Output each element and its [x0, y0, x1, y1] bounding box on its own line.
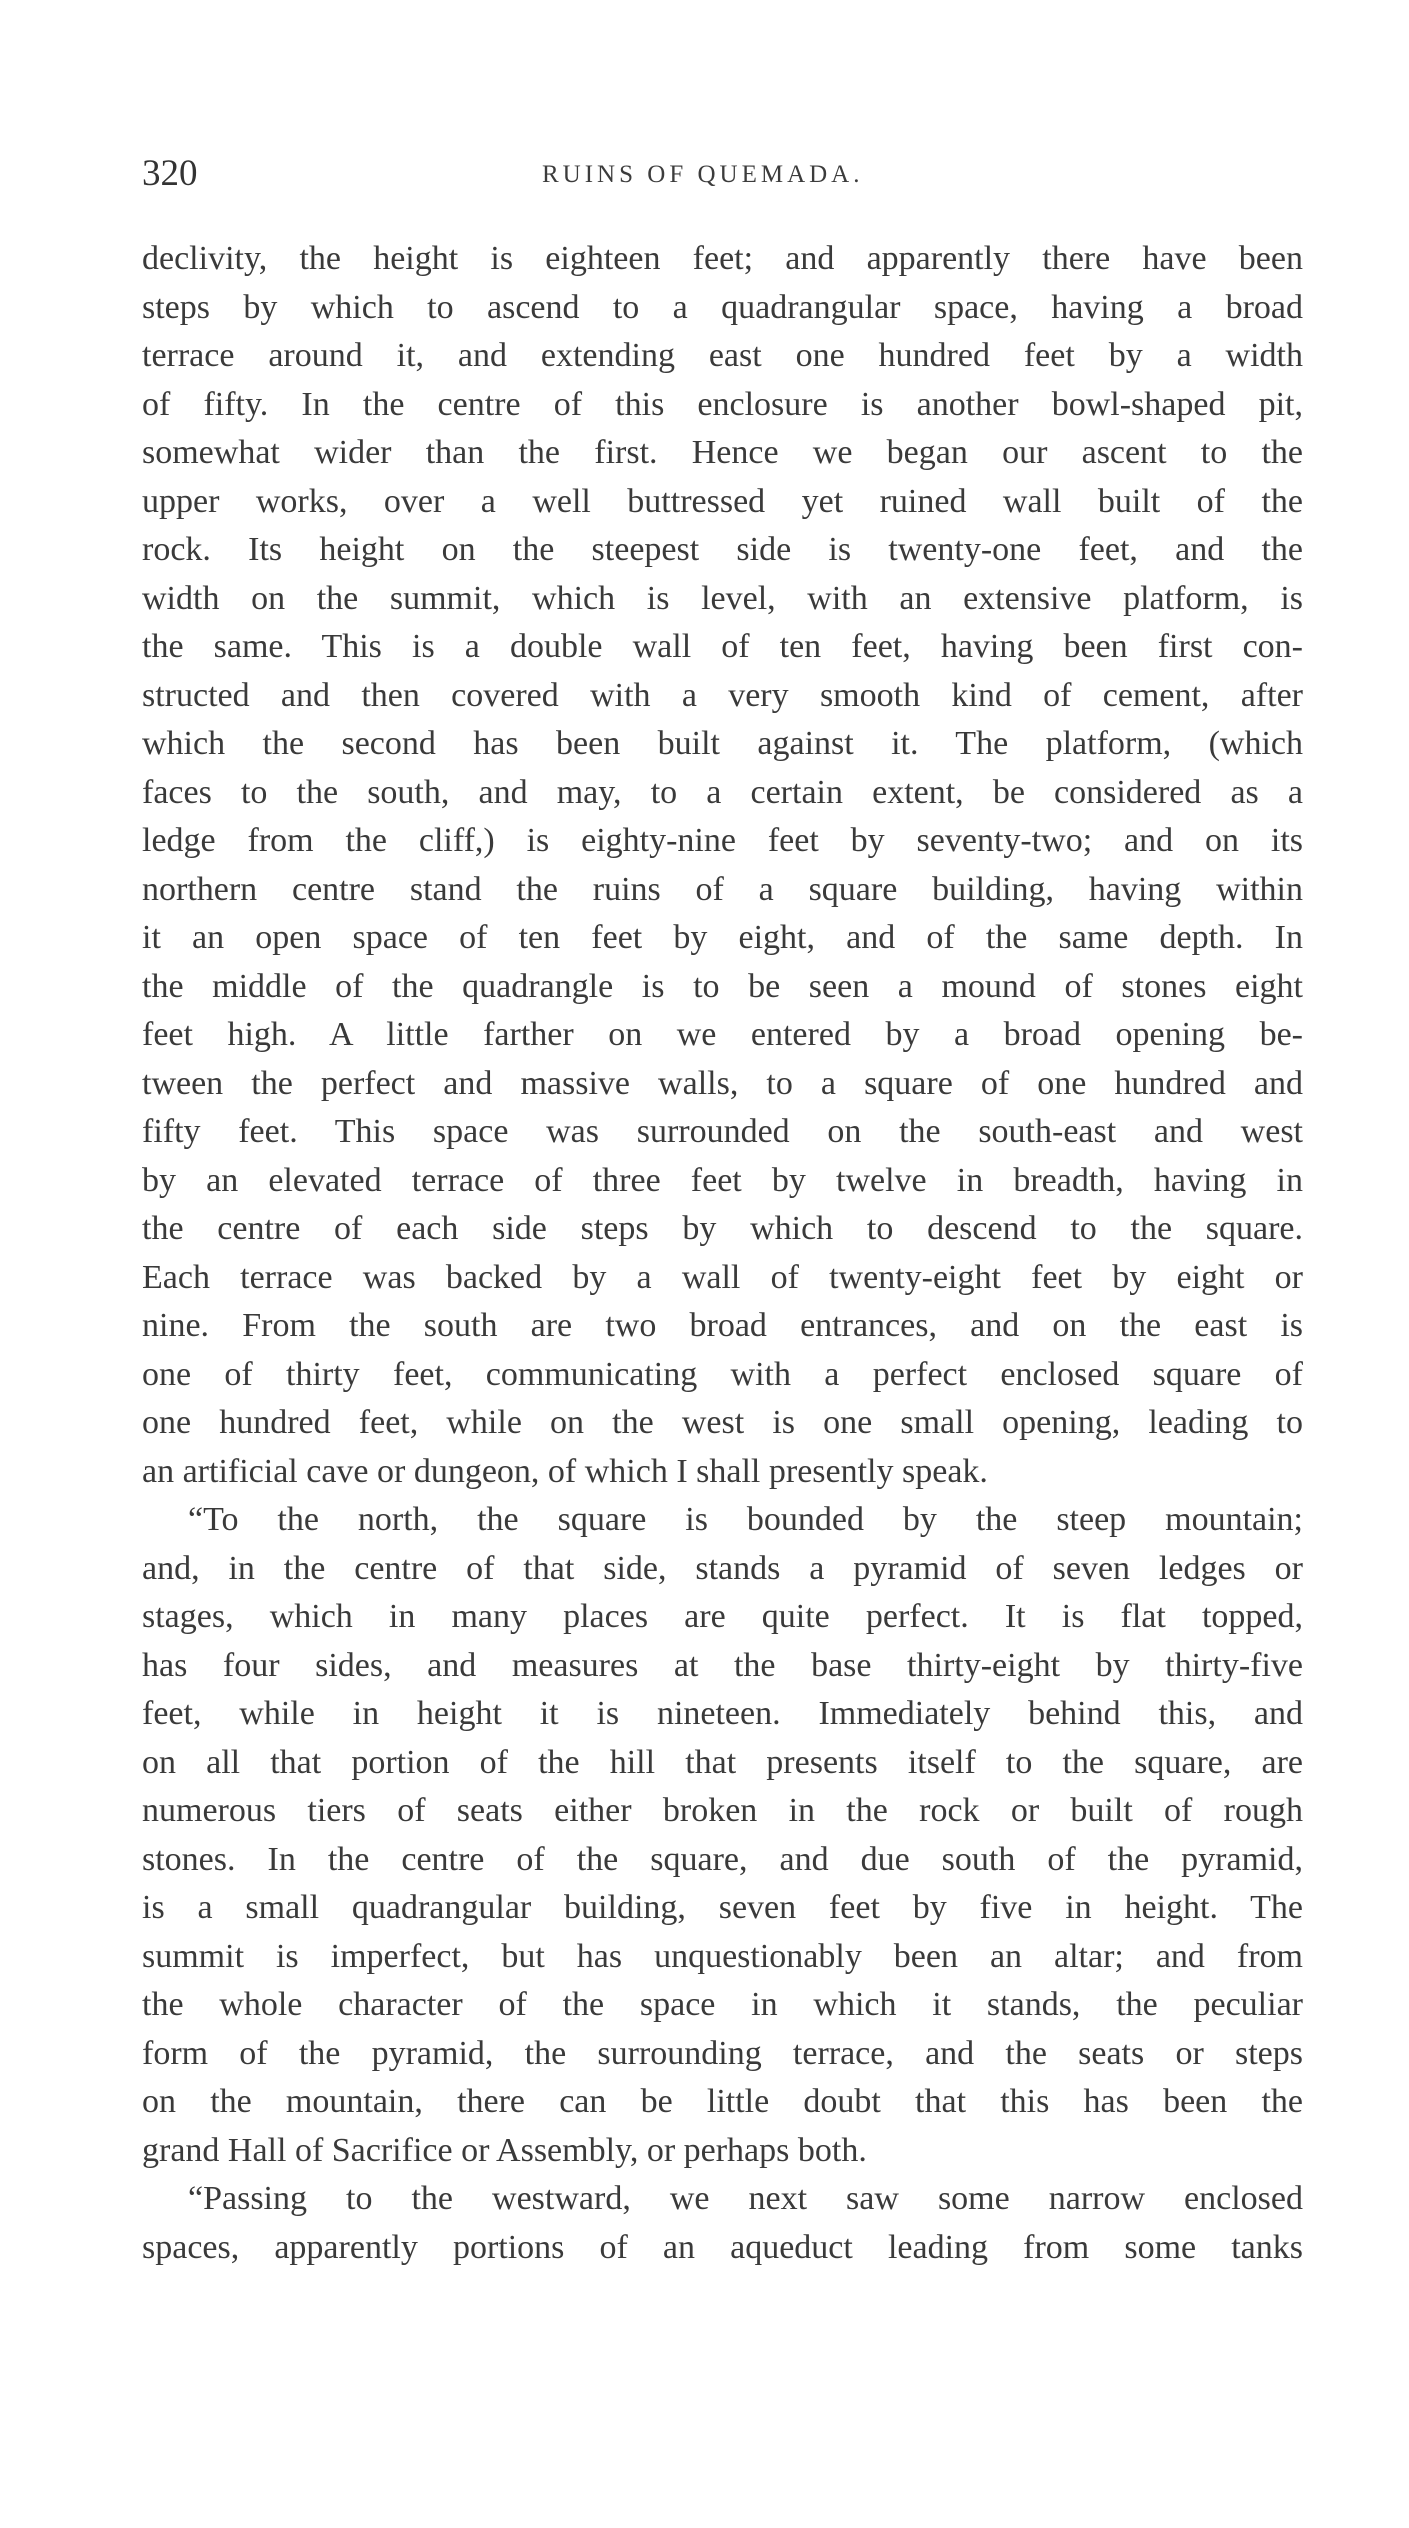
- text-line: width on the summit, which is level, with an extensive platform, is: [142, 579, 1303, 617]
- text-line: stages, which in many places are quite perfect. It is flat topped,: [142, 1598, 1303, 1635]
- text-line: tween the perfect and massive walls, to a square of one hundred and: [142, 1064, 1303, 1102]
- text-line: nine. From the south are two broad entrances, and on the east is: [142, 1307, 1303, 1344]
- running-head: [142, 152, 1303, 202]
- text-line: spaces, apparently portions of an aqueduct leading from some tanks: [142, 2228, 1303, 2266]
- text-line: one hundred feet, while on the west is one small opening, leading to: [142, 1404, 1303, 1441]
- text-line: it an open space of ten feet by eight, and of the same depth. In: [142, 919, 1303, 956]
- text-line: rock. Its height on the steepest side is twenty-one feet, and the: [142, 531, 1303, 568]
- text-line: steps by which to ascend to a quadrangular space, having a broad: [142, 288, 1303, 326]
- text-line: and, in the centre of that side, stands a pyramid of seven ledges or: [142, 1549, 1303, 1587]
- text-line: Each terrace was backed by a wall of twenty-eight feet by eight or: [142, 1258, 1303, 1296]
- text-line: feet high. A little farther on we entered by a broad opening be-: [142, 1016, 1303, 1053]
- text-line: ledge from the cliff,) is eighty-nine feet by seventy-two; and on its: [142, 822, 1303, 859]
- page-number: 320: [142, 153, 198, 194]
- body-text: [142, 235, 1303, 2272]
- text-line: of fifty. In the centre of this enclosure is another bowl-shaped pit,: [142, 385, 1303, 423]
- text-line: by an elevated terrace of three feet by twelve in breadth, having in: [142, 1161, 1303, 1199]
- text-line: one of thirty feet, communicating with a perfect enclosed square of: [142, 1355, 1303, 1393]
- text-line: is a small quadrangular building, seven feet by five in height. The: [142, 1889, 1303, 1926]
- text-line: “Passing to the westward, we next saw some narrow enclosed: [188, 2180, 1303, 2217]
- text-line: has four sides, and measures at the base thirty-eight by thirty-five: [142, 1646, 1303, 1684]
- text-line: on the mountain, there can be little doubt that this has been the: [142, 2083, 1303, 2120]
- text-line: summit is imperfect, but has unquestionably been an altar; and from: [142, 1937, 1303, 1975]
- text-line: northern centre stand the ruins of a square building, having within: [142, 870, 1303, 908]
- text-line: upper works, over a well buttressed yet ruined wall built of the: [142, 482, 1303, 520]
- text-line: declivity, the height is eighteen feet; and apparently there have been: [142, 240, 1303, 277]
- running-title: RUINS OF QUEMADA.: [542, 161, 864, 188]
- text-line: fifty feet. This space was surrounded on the south-east and west: [142, 1113, 1303, 1150]
- text-line: an artificial cave or dungeon, of which I shall presently speak.: [142, 1452, 988, 1490]
- text-line: the same. This is a double wall of ten feet, having been first con-: [142, 628, 1303, 665]
- text-line: the whole character of the space in which it stands, the peculiar: [142, 1986, 1303, 2023]
- text-line: numerous tiers of seats either broken in the rock or built of rough: [142, 1792, 1303, 1829]
- text-line: the centre of each side steps by which to descend to the square.: [142, 1210, 1303, 1247]
- text-line: faces to the south, and may, to a certain extent, be considered as a: [142, 773, 1303, 811]
- text-line: feet, while in height it is nineteen. Immediately behind this, and: [142, 1695, 1303, 1732]
- text-line: structed and then covered with a very smooth kind of cement, after: [142, 676, 1303, 714]
- text-line: the middle of the quadrangle is to be seen a mound of stones eight: [142, 967, 1303, 1005]
- text-line: terrace around it, and extending east one hundred feet by a width: [142, 337, 1303, 374]
- text-line: stones. In the centre of the square, and due south of the pyramid,: [142, 1840, 1303, 1878]
- text-line: which the second has been built against it. The platform, (which: [142, 725, 1303, 762]
- text-line: on all that portion of the hill that presents itself to the square, are: [142, 1743, 1303, 1781]
- text-line: “To the north, the square is bounded by the steep mountain;: [188, 1501, 1303, 1538]
- text-line: somewhat wider than the first. Hence we began our ascent to the: [142, 434, 1303, 471]
- text-line: form of the pyramid, the surrounding terrace, and the seats or steps: [142, 2034, 1303, 2072]
- text-line: grand Hall of Sacrifice or Assembly, or perhaps both.: [142, 2131, 867, 2169]
